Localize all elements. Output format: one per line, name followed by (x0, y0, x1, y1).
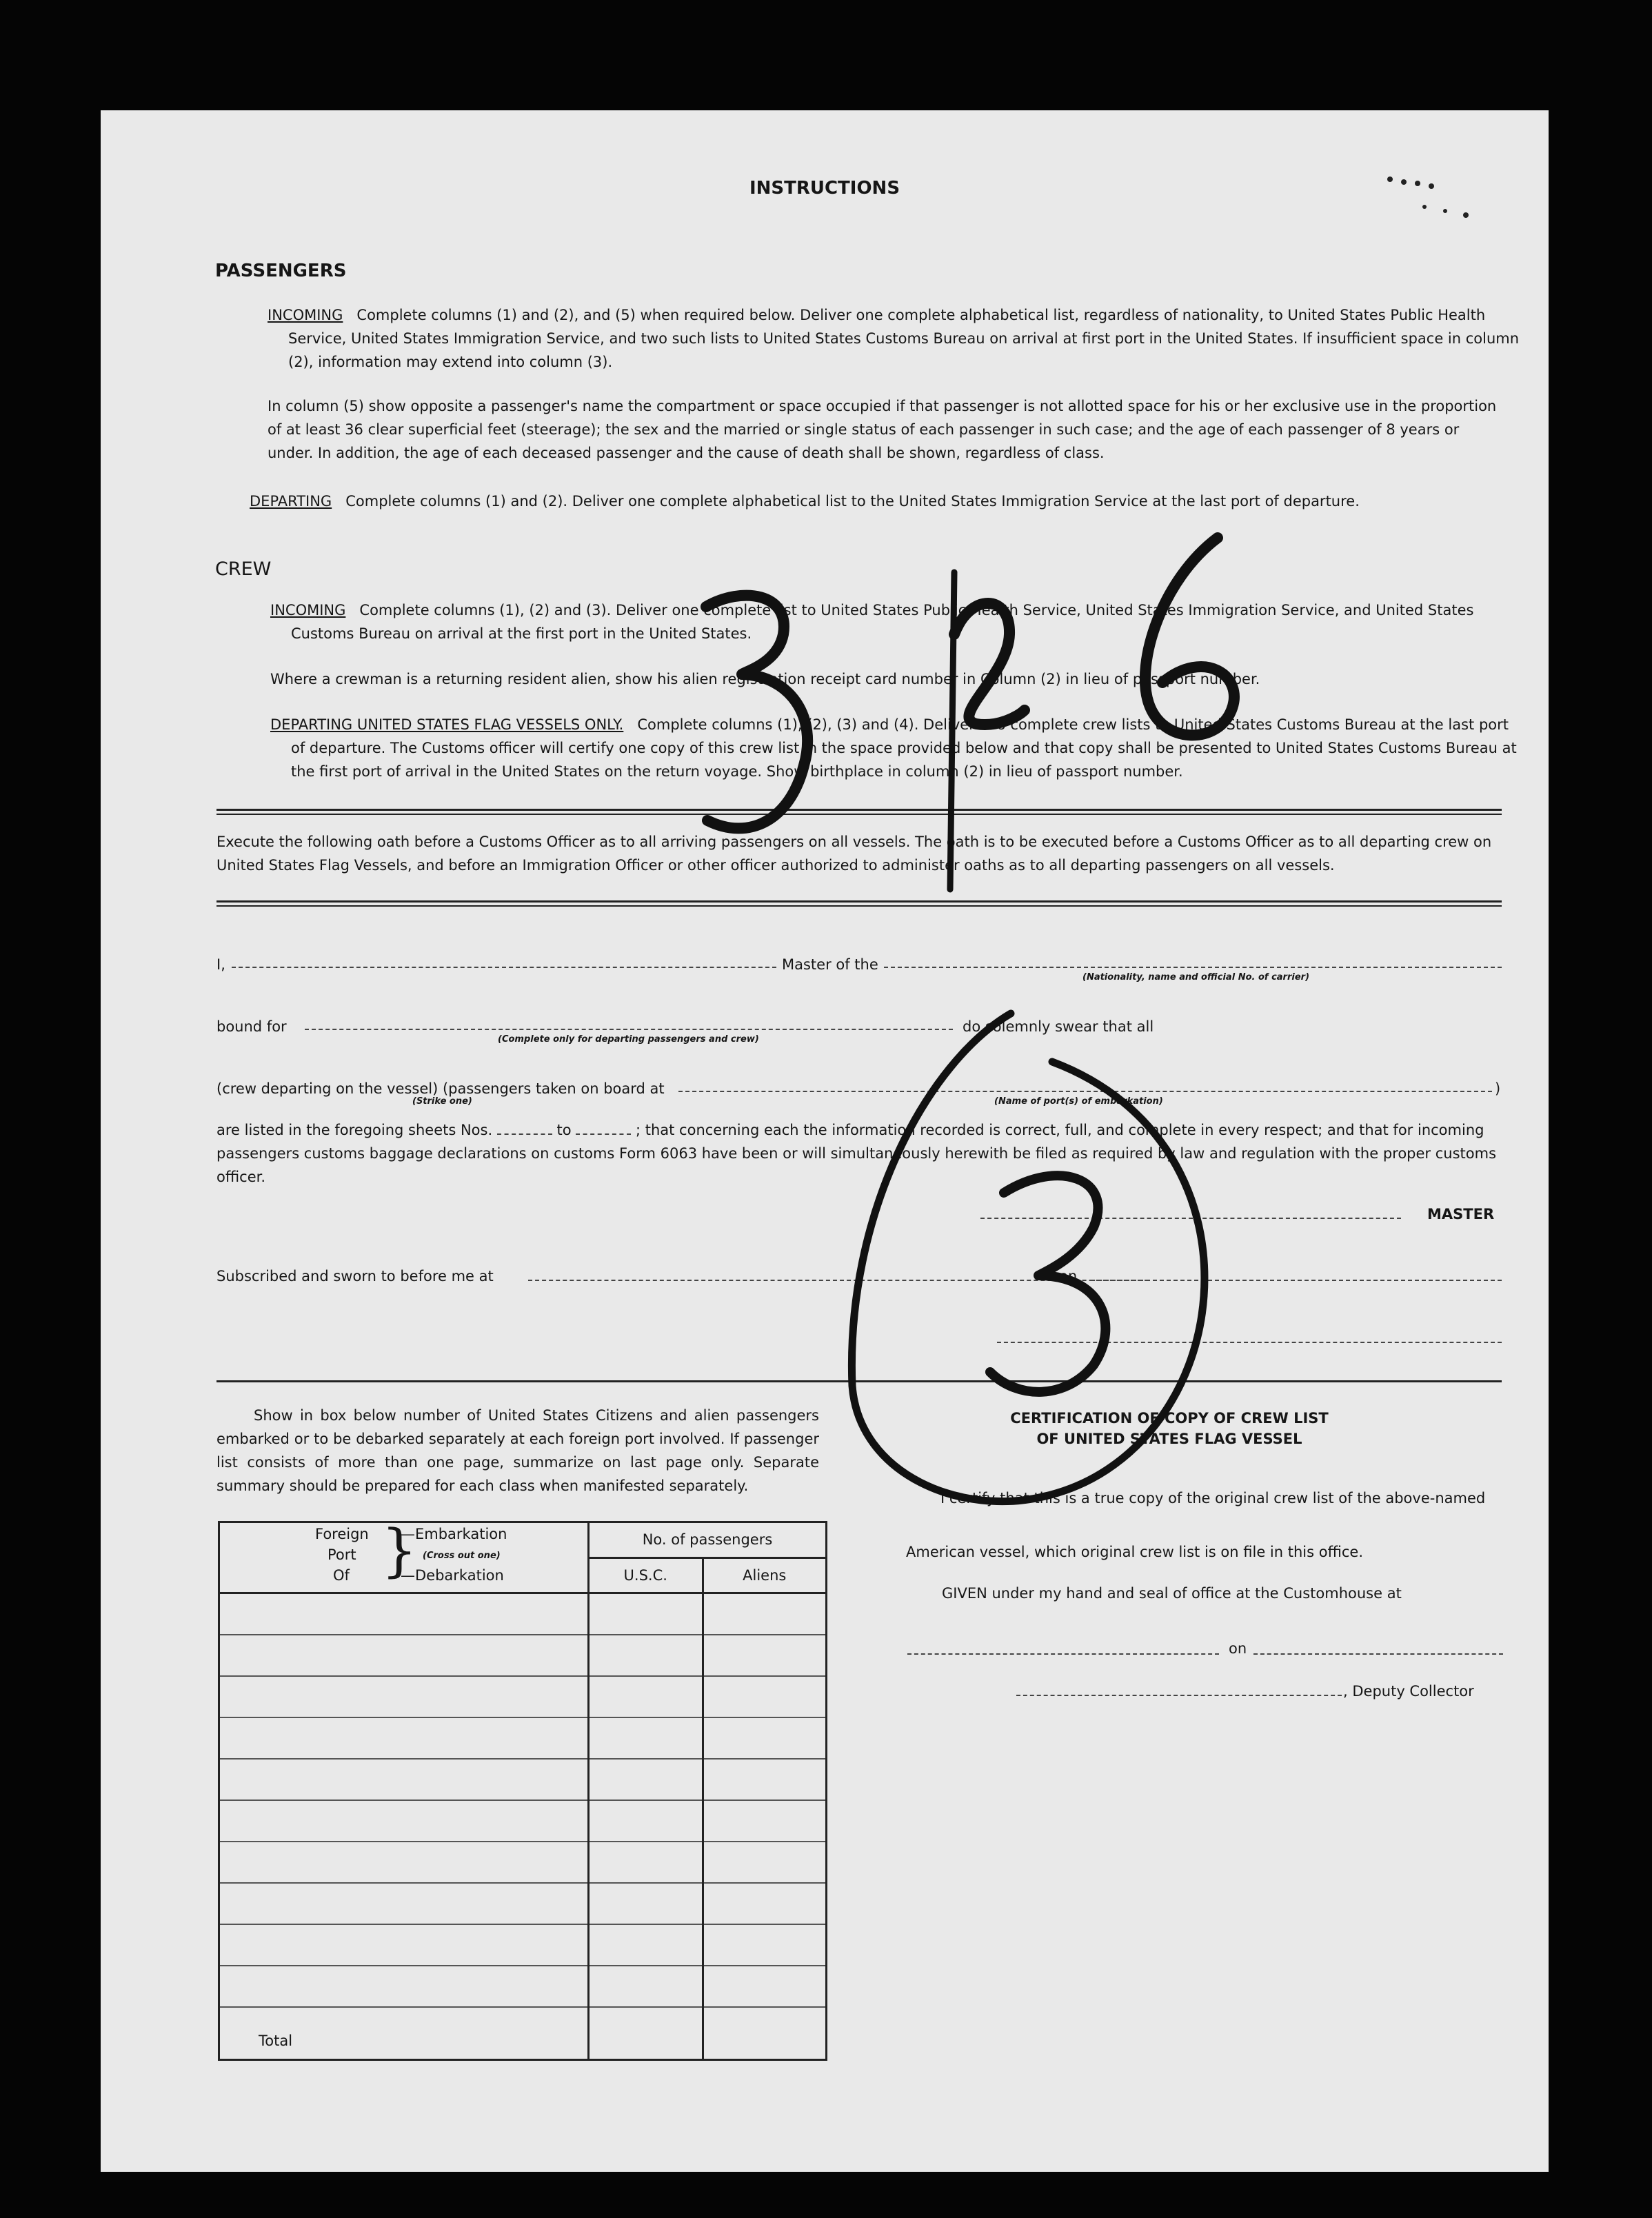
crew-departing-text: (crew departing on the vessel) (passengers taken on board at (216, 1080, 665, 1097)
crew-resident-paragraph: Where a crewman is a returning resident alien, show his alien registration receipt card number in Column (2) in lieu of passport number. (270, 671, 1260, 687)
listed-text-b: ; that concerning each the information recorded is correct, full, and complete in every respect; and that for incoming passengers customs baggage declarations on customs Form 6063 have been or will simultaneously herewith be filed as required by law and regulation with the proper customs officer. (216, 1122, 1497, 1185)
crew-departing-label: DEPARTING UNITED STATES FLAG VESSELS ONLY. (270, 716, 624, 733)
port-note: (Name of port(s) of embarkation) (994, 1096, 1163, 1107)
oath-i-label: I, (216, 956, 225, 973)
passengers-departing-label: DEPARTING (250, 493, 332, 510)
subscribed-label: Subscribed and sworn to before me at (216, 1268, 494, 1284)
summary-instructions: Show in box below number of United States Citizens and alien passengers embarked or to be debarked separately at each foreign port involved. If passenger list consists of more than one page, summarize on last page only. Separate summary should be prepared for each class when manifested separately. (216, 1407, 819, 1494)
no-of-passengers-header: No. of passengers (588, 1522, 826, 1558)
circled-three (852, 1014, 1205, 1502)
corner-specks (1383, 172, 1480, 228)
crew-incoming-text: Complete columns (1), (2) and (3). Deliver one complete list to United States Public Health Service, United States Immigration Service, and United States Customs Bureau on arrival at the first port in the United States. (291, 602, 1474, 642)
certify-line1: I certify that this is a true copy of the original crew list of the above-named (940, 1490, 1486, 1506)
aliens-header: Aliens (703, 1557, 827, 1593)
page-title: INSTRUCTIONS (749, 178, 900, 199)
listed-text-a: are listed in the foregoing sheets Nos. (216, 1122, 493, 1138)
strike-one-note: (Strike one) (412, 1096, 472, 1107)
passengers-heading: PASSENGERS (215, 261, 347, 281)
subscribed-on-label: on (1059, 1268, 1078, 1284)
embarkation-label: —Embarkation (401, 1526, 507, 1542)
document-page (101, 110, 1549, 2172)
close-paren: ) (1495, 1080, 1501, 1097)
crew-departing-text: Complete columns (1), (2), (3) and (4). Deliver two complete crew lists to United States Customs Bureau at the last port of departure. The Customs officer will certify one copy of this crew list in the space provided below and that copy shall be presented to United States Customs Bureau at the first port of arrival in the United States on the return voyage. Show birthplace in column (2) in lieu of passport number. (291, 716, 1517, 780)
swear-text: do solemnly swear that all (963, 1018, 1154, 1035)
oath-instruction: Execute the following oath before a Customs Officer as to all arriving passengers on all vessels. The oath is to be executed before a Customs Officer as to all departing crew on United States Flag Vessels, and before an Immigration Officer or other officer authorized to administer oaths as to all departing passengers on all vessels. (216, 834, 1492, 874)
crew-heading: CREW (215, 558, 272, 580)
master-of-the-label: Master of the (782, 956, 878, 973)
total-label: Total (259, 2033, 293, 2049)
to-label: to (556, 1122, 572, 1138)
master-label: MASTER (1427, 1206, 1495, 1222)
certification-on-label: on (1229, 1640, 1247, 1657)
cross-out-note: (Cross out one) (423, 1551, 501, 1561)
handwriting-overlay (101, 110, 1549, 2172)
passengers-departing-text: Complete columns (1) and (2). Deliver one complete alphabetical list to the United States Immigration Service at the last port of departure. (345, 493, 1360, 510)
brace-icon: } (381, 1518, 418, 1584)
given-text: GIVEN under my hand and seal of office at the Customhouse at (942, 1585, 1402, 1602)
nationality-note: (Nationality, name and official No. of carrier) (1082, 972, 1310, 982)
passengers-column5-paragraph: In column (5) show opposite a passenger's name the compartment or space occupied if that passenger is not allotted space for his or her exclusive use in the proportion of at least 36 clear superficial feet (steerage); the sex and the married or single status of each passenger in such case; and the age of each passenger of 8 years or under. In addition, the age of each deceased passenger and the cause of death shall be shown, regardless of class. (268, 398, 1497, 461)
debarkation-label: —Debarkation (401, 1567, 504, 1584)
passengers-incoming-label: INCOMING (268, 307, 343, 323)
crew-incoming-label: INCOMING (270, 602, 346, 618)
certification-title-line2: OF UNITED STATES FLAG VESSEL (1036, 1431, 1302, 1447)
complete-only-note: (Complete only for departing passengers and crew) (498, 1034, 759, 1045)
date-mark-3-26 (706, 538, 1234, 889)
port-label: Port (328, 1546, 356, 1563)
deputy-collector-label: , Deputy Collector (1343, 1683, 1474, 1700)
of-label: Of (333, 1567, 350, 1584)
foreign-label: Foreign (315, 1526, 369, 1542)
certification-title-line1: CERTIFICATION OF COPY OF CREW LIST (1010, 1410, 1329, 1426)
usc-header: U.S.C. (588, 1557, 703, 1593)
passengers-incoming-text: Complete columns (1) and (2), and (5) when required below. Deliver one complete alphabetical list, regardless of nationality, to United States Public Health Service, United States Immigration Service, and two such lists to United States Customs Bureau on arrival at first port in the United States. If insufficient space in column (2), information may extend into column (3). (288, 307, 1520, 370)
certify-line2: American vessel, which original crew list is on file in this office. (906, 1544, 1364, 1560)
bound-for-label: bound for (216, 1018, 287, 1035)
